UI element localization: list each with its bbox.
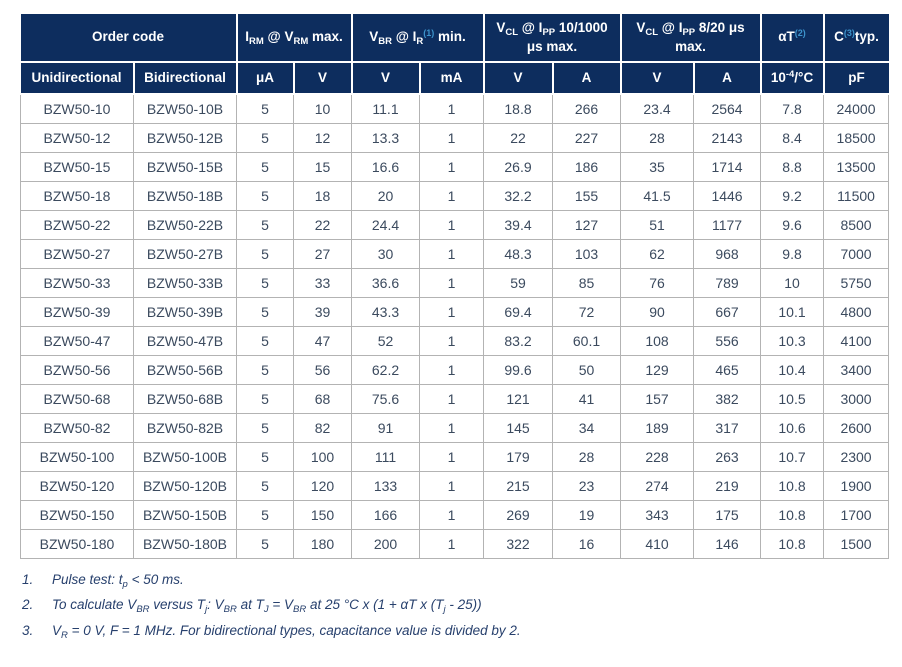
cell-unidirectional-code: BZW50-33 bbox=[21, 268, 134, 297]
cell-value: 10.7 bbox=[761, 442, 824, 471]
column-group-header: $V_{CL}$ @ $I_{PP}$ 10/1000 μs max. bbox=[484, 14, 621, 62]
cell-value: 47 bbox=[294, 326, 352, 355]
cell-value: 9.6 bbox=[761, 210, 824, 239]
cell-value: 30 bbox=[352, 239, 420, 268]
cell-value: 127 bbox=[553, 210, 621, 239]
cell-value: 157 bbox=[621, 384, 694, 413]
cell-value: 41.5 bbox=[621, 181, 694, 210]
cell-value: 5 bbox=[237, 297, 294, 326]
cell-unidirectional-code: BZW50-100 bbox=[21, 442, 134, 471]
cell-value: 33 bbox=[294, 268, 352, 297]
cell-value: 968 bbox=[694, 239, 761, 268]
cell-value: 1 bbox=[420, 355, 484, 384]
cell-unidirectional-code: BZW50-18 bbox=[21, 181, 134, 210]
cell-value: 5 bbox=[237, 152, 294, 181]
cell-value: 1 bbox=[420, 326, 484, 355]
header-units-row bbox=[21, 62, 889, 94]
cell-value: 1700 bbox=[824, 500, 889, 529]
cell-value: 3400 bbox=[824, 355, 889, 384]
cell-value: 10.8 bbox=[761, 529, 824, 558]
column-group-header: $V_{CL}$ @ $I_{PP}$ 8/20 μs max. bbox=[621, 14, 761, 62]
cell-value: 382 bbox=[694, 384, 761, 413]
cell-value: 556 bbox=[694, 326, 761, 355]
cell-value: 1177 bbox=[694, 210, 761, 239]
cell-value: 75.6 bbox=[352, 384, 420, 413]
cell-value: 4100 bbox=[824, 326, 889, 355]
cell-value: 219 bbox=[694, 471, 761, 500]
cell-value: 36.6 bbox=[352, 268, 420, 297]
cell-value: 90 bbox=[621, 297, 694, 326]
cell-unidirectional-code: BZW50-47 bbox=[21, 326, 134, 355]
cell-bidirectional-code: BZW50-150B bbox=[134, 500, 237, 529]
table-row bbox=[21, 181, 889, 210]
cell-value: 23 bbox=[553, 471, 621, 500]
cell-value: 465 bbox=[694, 355, 761, 384]
cell-value: 39.4 bbox=[484, 210, 553, 239]
cell-value: 50 bbox=[553, 355, 621, 384]
cell-bidirectional-code: BZW50-22B bbox=[134, 210, 237, 239]
cell-value: 186 bbox=[553, 152, 621, 181]
cell-value: 263 bbox=[694, 442, 761, 471]
cell-bidirectional-code: BZW50-18B bbox=[134, 181, 237, 210]
cell-value: 43.3 bbox=[352, 297, 420, 326]
cell-value: 19 bbox=[553, 500, 621, 529]
cell-value: 26.9 bbox=[484, 152, 553, 181]
cell-value: 9.2 bbox=[761, 181, 824, 210]
cell-value: 1 bbox=[420, 210, 484, 239]
cell-value: 121 bbox=[484, 384, 553, 413]
cell-value: 76 bbox=[621, 268, 694, 297]
cell-unidirectional-code: BZW50-56 bbox=[21, 355, 134, 384]
footnote bbox=[22, 572, 888, 589]
cell-value: 62 bbox=[621, 239, 694, 268]
cell-value: 5 bbox=[237, 355, 294, 384]
cell-value: 189 bbox=[621, 413, 694, 442]
cell-value: 789 bbox=[694, 268, 761, 297]
column-header: pF bbox=[824, 62, 889, 94]
cell-unidirectional-code: BZW50-82 bbox=[21, 413, 134, 442]
cell-value: 5 bbox=[237, 471, 294, 500]
table-row bbox=[21, 529, 889, 558]
footnote-number: 1. bbox=[22, 571, 34, 587]
column-header: Unidirectional bbox=[21, 62, 134, 94]
cell-value: 28 bbox=[553, 442, 621, 471]
cell-value: 41 bbox=[553, 384, 621, 413]
cell-unidirectional-code: BZW50-150 bbox=[21, 500, 134, 529]
cell-bidirectional-code: BZW50-68B bbox=[134, 384, 237, 413]
cell-value: 7.8 bbox=[761, 94, 824, 123]
cell-value: 15 bbox=[294, 152, 352, 181]
cell-value: 179 bbox=[484, 442, 553, 471]
cell-value: 1900 bbox=[824, 471, 889, 500]
cell-value: 1 bbox=[420, 471, 484, 500]
cell-value: 8.8 bbox=[761, 152, 824, 181]
cell-bidirectional-code: BZW50-12B bbox=[134, 123, 237, 152]
column-header: $10^{-4}/^\circ C$ bbox=[761, 62, 824, 94]
table-header bbox=[21, 14, 889, 94]
cell-value: 1446 bbox=[694, 181, 761, 210]
cell-value: 227 bbox=[553, 123, 621, 152]
cell-bidirectional-code: BZW50-120B bbox=[134, 471, 237, 500]
table-row bbox=[21, 210, 889, 239]
cell-value: 10.5 bbox=[761, 384, 824, 413]
cell-value: 146 bbox=[694, 529, 761, 558]
cell-value: 10.8 bbox=[761, 471, 824, 500]
cell-value: 1 bbox=[420, 442, 484, 471]
column-group-header: Order code bbox=[21, 14, 237, 62]
table-row bbox=[21, 384, 889, 413]
cell-value: 5 bbox=[237, 123, 294, 152]
cell-value: 5 bbox=[237, 384, 294, 413]
cell-value: 27 bbox=[294, 239, 352, 268]
cell-unidirectional-code: BZW50-120 bbox=[21, 471, 134, 500]
table-row bbox=[21, 355, 889, 384]
header-group-row bbox=[21, 14, 889, 62]
cell-value: 60.1 bbox=[553, 326, 621, 355]
column-header: V bbox=[294, 62, 352, 94]
cell-unidirectional-code: BZW50-15 bbox=[21, 152, 134, 181]
cell-value: 69.4 bbox=[484, 297, 553, 326]
cell-value: 23.4 bbox=[621, 94, 694, 123]
cell-value: 51 bbox=[621, 210, 694, 239]
cell-value: 10.4 bbox=[761, 355, 824, 384]
cell-value: 266 bbox=[553, 94, 621, 123]
cell-value: 85 bbox=[553, 268, 621, 297]
cell-value: 91 bbox=[352, 413, 420, 442]
cell-bidirectional-code: BZW50-33B bbox=[134, 268, 237, 297]
cell-bidirectional-code: BZW50-180B bbox=[134, 529, 237, 558]
cell-value: 5 bbox=[237, 529, 294, 558]
cell-value: 175 bbox=[694, 500, 761, 529]
cell-bidirectional-code: BZW50-39B bbox=[134, 297, 237, 326]
cell-value: 16 bbox=[553, 529, 621, 558]
cell-bidirectional-code: BZW50-15B bbox=[134, 152, 237, 181]
cell-value: 1 bbox=[420, 529, 484, 558]
cell-value: 52 bbox=[352, 326, 420, 355]
column-group-header: αT$^{(2)}$ bbox=[761, 14, 824, 62]
cell-value: 5 bbox=[237, 94, 294, 123]
footnote-text: $V_R = 0$ V, F = 1 MHz. For bidirectional types, capacitance value is divided by 2. bbox=[52, 623, 521, 642]
table-row bbox=[21, 268, 889, 297]
cell-value: 2600 bbox=[824, 413, 889, 442]
cell-bidirectional-code: BZW50-10B bbox=[134, 94, 237, 123]
cell-value: 68 bbox=[294, 384, 352, 413]
table-row bbox=[21, 413, 889, 442]
column-header: A bbox=[553, 62, 621, 94]
cell-value: 39 bbox=[294, 297, 352, 326]
cell-bidirectional-code: BZW50-82B bbox=[134, 413, 237, 442]
cell-value: 3000 bbox=[824, 384, 889, 413]
cell-value: 32.2 bbox=[484, 181, 553, 210]
footnote-number: 3. bbox=[22, 623, 34, 639]
footnote bbox=[22, 597, 888, 614]
cell-bidirectional-code: BZW50-56B bbox=[134, 355, 237, 384]
cell-value: 410 bbox=[621, 529, 694, 558]
cell-value: 59 bbox=[484, 268, 553, 297]
cell-value: 10 bbox=[294, 94, 352, 123]
cell-value: 35 bbox=[621, 152, 694, 181]
electrical-characteristics-table bbox=[20, 14, 889, 559]
footnotes-list bbox=[22, 572, 888, 641]
cell-value: 155 bbox=[553, 181, 621, 210]
cell-value: 150 bbox=[294, 500, 352, 529]
cell-value: 20 bbox=[352, 181, 420, 210]
table-row bbox=[21, 123, 889, 152]
table-row bbox=[21, 500, 889, 529]
column-header: A bbox=[694, 62, 761, 94]
column-header: Bidirectional bbox=[134, 62, 237, 94]
cell-bidirectional-code: BZW50-27B bbox=[134, 239, 237, 268]
cell-value: 13500 bbox=[824, 152, 889, 181]
cell-value: 5 bbox=[237, 210, 294, 239]
cell-value: 34 bbox=[553, 413, 621, 442]
cell-value: 166 bbox=[352, 500, 420, 529]
table-row bbox=[21, 152, 889, 181]
table-row bbox=[21, 471, 889, 500]
column-group-header: $I_{RM}$ @ $V_{RM}$ max. bbox=[237, 14, 352, 62]
cell-value: 10 bbox=[761, 268, 824, 297]
cell-value: 13.3 bbox=[352, 123, 420, 152]
cell-value: 8.4 bbox=[761, 123, 824, 152]
table-row bbox=[21, 326, 889, 355]
cell-value: 2564 bbox=[694, 94, 761, 123]
cell-value: 2300 bbox=[824, 442, 889, 471]
cell-value: 56 bbox=[294, 355, 352, 384]
cell-value: 4800 bbox=[824, 297, 889, 326]
cell-value: 1 bbox=[420, 384, 484, 413]
table-row bbox=[21, 442, 889, 471]
cell-value: 22 bbox=[294, 210, 352, 239]
table-row bbox=[21, 297, 889, 326]
cell-value: 215 bbox=[484, 471, 553, 500]
cell-value: 5 bbox=[237, 268, 294, 297]
cell-value: 22 bbox=[484, 123, 553, 152]
cell-value: 16.6 bbox=[352, 152, 420, 181]
cell-value: 100 bbox=[294, 442, 352, 471]
cell-value: 322 bbox=[484, 529, 553, 558]
cell-value: 11500 bbox=[824, 181, 889, 210]
cell-value: 18.8 bbox=[484, 94, 553, 123]
cell-value: 5750 bbox=[824, 268, 889, 297]
cell-value: 1 bbox=[420, 413, 484, 442]
cell-value: 103 bbox=[553, 239, 621, 268]
cell-value: 133 bbox=[352, 471, 420, 500]
cell-value: 343 bbox=[621, 500, 694, 529]
cell-value: 5 bbox=[237, 442, 294, 471]
footnote bbox=[22, 623, 888, 640]
cell-value: 82 bbox=[294, 413, 352, 442]
footnote-number: 2. bbox=[22, 597, 34, 613]
footnote-text: Pulse test: $t_p < 50$ ms. bbox=[52, 571, 184, 590]
cell-value: 145 bbox=[484, 413, 553, 442]
cell-value: 200 bbox=[352, 529, 420, 558]
cell-value: 5 bbox=[237, 500, 294, 529]
cell-value: 9.8 bbox=[761, 239, 824, 268]
cell-value: 1 bbox=[420, 268, 484, 297]
cell-value: 28 bbox=[621, 123, 694, 152]
cell-value: 1 bbox=[420, 297, 484, 326]
cell-value: 180 bbox=[294, 529, 352, 558]
cell-value: 18500 bbox=[824, 123, 889, 152]
cell-value: 10.3 bbox=[761, 326, 824, 355]
cell-value: 72 bbox=[553, 297, 621, 326]
cell-value: 111 bbox=[352, 442, 420, 471]
cell-value: 10.8 bbox=[761, 500, 824, 529]
cell-value: 1 bbox=[420, 239, 484, 268]
cell-value: 667 bbox=[694, 297, 761, 326]
cell-value: 8500 bbox=[824, 210, 889, 239]
cell-value: 48.3 bbox=[484, 239, 553, 268]
column-header: V bbox=[621, 62, 694, 94]
column-header: V bbox=[484, 62, 553, 94]
cell-value: 1 bbox=[420, 500, 484, 529]
cell-value: 5 bbox=[237, 181, 294, 210]
cell-value: 62.2 bbox=[352, 355, 420, 384]
cell-value: 99.6 bbox=[484, 355, 553, 384]
cell-value: 269 bbox=[484, 500, 553, 529]
cell-unidirectional-code: BZW50-12 bbox=[21, 123, 134, 152]
cell-unidirectional-code: BZW50-180 bbox=[21, 529, 134, 558]
cell-value: 10.1 bbox=[761, 297, 824, 326]
cell-value: 228 bbox=[621, 442, 694, 471]
cell-value: 317 bbox=[694, 413, 761, 442]
column-group-header: C$^{(3)}$typ. bbox=[824, 14, 889, 62]
column-header: V bbox=[352, 62, 420, 94]
cell-value: 18 bbox=[294, 181, 352, 210]
cell-value: 5 bbox=[237, 239, 294, 268]
cell-value: 2143 bbox=[694, 123, 761, 152]
cell-value: 1714 bbox=[694, 152, 761, 181]
cell-value: 5 bbox=[237, 326, 294, 355]
column-header: mA bbox=[420, 62, 484, 94]
cell-value: 129 bbox=[621, 355, 694, 384]
cell-value: 24000 bbox=[824, 94, 889, 123]
cell-value: 12 bbox=[294, 123, 352, 152]
cell-value: 24.4 bbox=[352, 210, 420, 239]
cell-value: 1 bbox=[420, 181, 484, 210]
cell-value: 11.1 bbox=[352, 94, 420, 123]
cell-value: 1 bbox=[420, 94, 484, 123]
cell-unidirectional-code: BZW50-27 bbox=[21, 239, 134, 268]
cell-value: 5 bbox=[237, 413, 294, 442]
cell-value: 108 bbox=[621, 326, 694, 355]
cell-unidirectional-code: BZW50-22 bbox=[21, 210, 134, 239]
table-row bbox=[21, 239, 889, 268]
table-row bbox=[21, 94, 889, 123]
column-group-header: $V_{BR}$ @ $I_R^{(1)}$ min. bbox=[352, 14, 484, 62]
column-header: μA bbox=[237, 62, 294, 94]
cell-bidirectional-code: BZW50-100B bbox=[134, 442, 237, 471]
cell-unidirectional-code: BZW50-39 bbox=[21, 297, 134, 326]
cell-value: 1 bbox=[420, 123, 484, 152]
footnote-text: To calculate $V_{BR}$ versus $T_j$: $V_{BR}$ at $T_J = V_{BR}$ at 25 °C x (1 + αT x $(T_j - 25)$) bbox=[52, 597, 482, 616]
cell-value: 83.2 bbox=[484, 326, 553, 355]
cell-unidirectional-code: BZW50-10 bbox=[21, 94, 134, 123]
cell-value: 120 bbox=[294, 471, 352, 500]
table-body bbox=[21, 94, 889, 558]
cell-value: 10.6 bbox=[761, 413, 824, 442]
cell-value: 274 bbox=[621, 471, 694, 500]
cell-bidirectional-code: BZW50-47B bbox=[134, 326, 237, 355]
cell-value: 1 bbox=[420, 152, 484, 181]
cell-value: 7000 bbox=[824, 239, 889, 268]
cell-unidirectional-code: BZW50-68 bbox=[21, 384, 134, 413]
cell-value: 1500 bbox=[824, 529, 889, 558]
